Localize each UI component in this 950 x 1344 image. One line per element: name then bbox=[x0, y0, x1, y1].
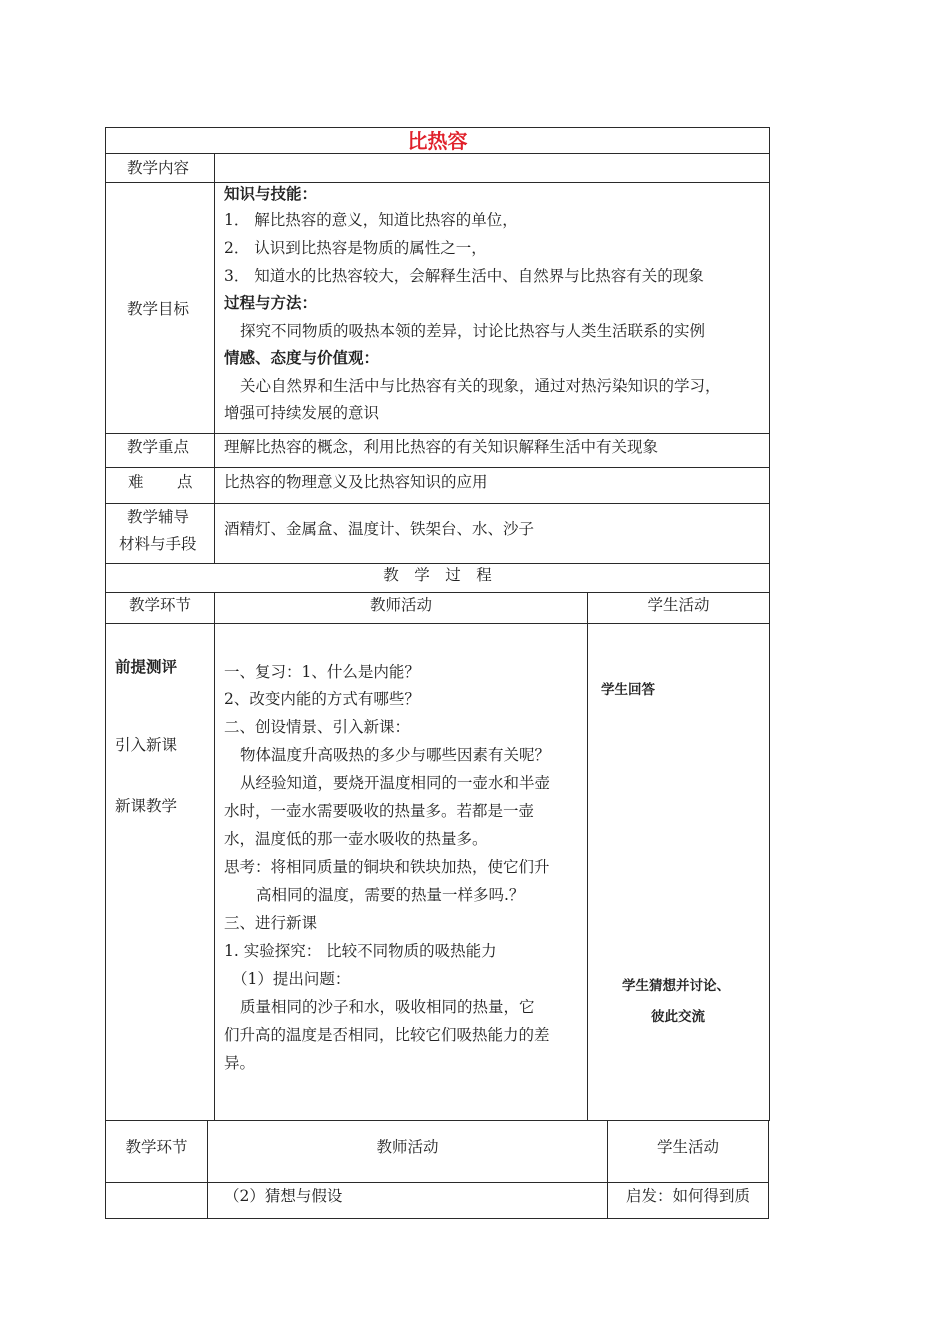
materials-value: 酒精灯、金属盒、温度计、铁架台、水、沙子 bbox=[224, 520, 535, 538]
teacher-line: 1. 实验探究： 比较不同物质的吸热能力 bbox=[224, 942, 497, 960]
difficulty-label-second: 点 bbox=[177, 473, 193, 491]
col-stage-header: 教学环节 bbox=[128, 596, 191, 614]
key-point-value: 理解比热容的概念，利用比热容的有关知识解释生活中有关现象 bbox=[224, 438, 659, 456]
stage-label: 新课教学 bbox=[115, 797, 178, 815]
knowledge-item: 1． 解比热容的意义，知道比热容的单位， bbox=[224, 211, 518, 229]
process-heading: 过程与方法： bbox=[224, 293, 318, 312]
emotion-line: 增强可持续发展的意识 bbox=[224, 404, 380, 422]
col-student-header: 学生活动 bbox=[647, 596, 710, 614]
teacher-line: （1）提出问题： bbox=[232, 970, 351, 988]
teacher-line: 异。 bbox=[224, 1054, 256, 1072]
student-line: 启发：如何得到质 bbox=[626, 1187, 751, 1205]
process-text: 探究不同物质的吸热本领的差异，讨论比热容与人类生活联系的实例 bbox=[240, 322, 706, 340]
student-note: 学生猜想并讨论、 bbox=[622, 978, 730, 994]
key-point-label: 教学重点 bbox=[127, 438, 190, 456]
teacher-line: 思考：将相同质量的铜块和铁块加热，使它们升 bbox=[224, 858, 550, 876]
student-note: 学生回答 bbox=[601, 682, 655, 698]
col-teacher-header: 教师活动 bbox=[369, 596, 432, 614]
col-student-header: 学生活动 bbox=[656, 1138, 719, 1156]
teacher-line: 高相同的温度，需要的热量一样多吗.？ bbox=[256, 886, 525, 904]
teacher-line: 质量相同的沙子和水，吸收相同的热量，它 bbox=[240, 998, 535, 1016]
stage-label: 引入新课 bbox=[115, 736, 178, 754]
teacher-line: 二、创设情景、引入新课： bbox=[224, 718, 411, 736]
content-label: 教学内容 bbox=[127, 159, 190, 177]
col-stage-header: 教学环节 bbox=[125, 1138, 188, 1156]
student-note: 彼此交流 bbox=[651, 1009, 705, 1025]
stage-label: 前提测评 bbox=[115, 657, 178, 676]
teacher-line: 三、进行新课 bbox=[224, 914, 318, 932]
materials-label: 材料与手段 bbox=[119, 535, 197, 553]
teacher-line: 水时，一壶水需要吸收的热量多。若都是一壶 bbox=[224, 802, 535, 820]
teacher-line: 水，温度低的那一壶水吸收的热量多。 bbox=[224, 830, 488, 848]
teacher-line: 物体温度升高吸热的多少与哪些因素有关呢？ bbox=[240, 746, 551, 764]
col-teacher-header: 教师活动 bbox=[376, 1138, 439, 1156]
difficulty-value: 比热容的物理意义及比热容知识的应用 bbox=[224, 473, 488, 491]
teacher-line: 一、复习：1、什么是内能？ bbox=[224, 663, 420, 681]
emotion-line: 关心自然界和生活中与比热容有关的现象，通过对热污染知识的学习， bbox=[240, 377, 721, 395]
teacher-line: 2、改变内能的方式有哪些？ bbox=[224, 690, 420, 708]
knowledge-heading: 知识与技能： bbox=[224, 184, 318, 203]
process-heading-row: 教 学 过 程 bbox=[383, 566, 492, 584]
knowledge-item: 3． 知道水的比热容较大，会解释生活中、自然界与比热容有关的现象 bbox=[224, 267, 704, 285]
teacher-line: （2）猜想与假设 bbox=[224, 1187, 343, 1205]
objectives-label: 教学目标 bbox=[127, 300, 190, 318]
teacher-line: 们升高的温度是否相同，比较它们吸热能力的差 bbox=[224, 1026, 550, 1044]
difficulty-label-first: 难 bbox=[128, 473, 144, 491]
emotion-heading: 情感、态度与价值观： bbox=[224, 348, 380, 367]
teacher-line: 从经验知道，要烧开温度相同的一壶水和半壶 bbox=[240, 774, 551, 792]
page-title: 比热容 bbox=[407, 129, 468, 153]
materials-label: 教学辅导 bbox=[127, 508, 190, 526]
knowledge-item: 2． 认识到比热容是物质的属性之一， bbox=[224, 239, 487, 257]
